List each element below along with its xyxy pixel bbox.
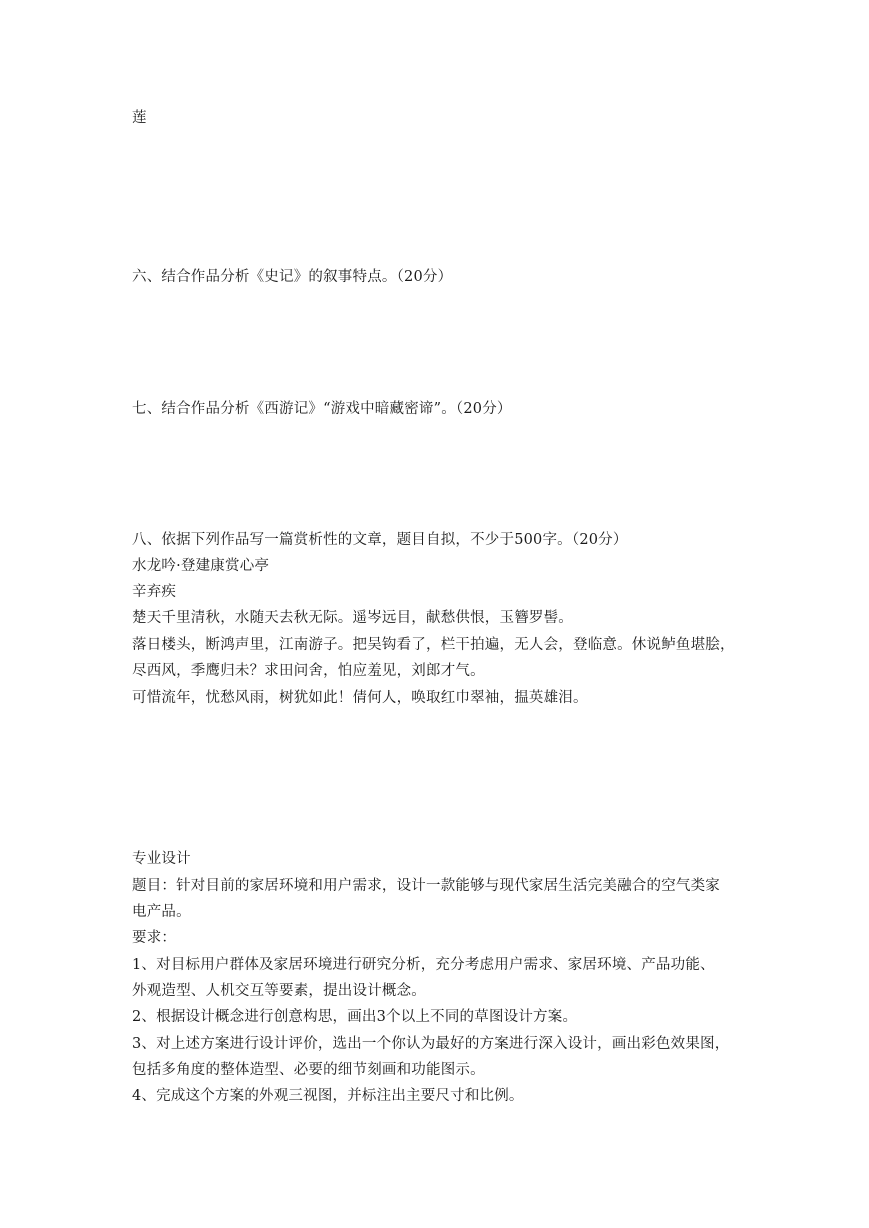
poem-line: 尽西风，季鹰归未？求田问舍，怕应羞见，刘郎才气。 [132, 663, 485, 679]
question-eight: 八、依据下列作品写一篇赏析性的文章，题目自拟，不少于500字。（20分） [132, 532, 628, 548]
requirement-item: 包括多角度的整体造型、必要的细节刻画和功能图示。 [132, 1062, 485, 1078]
requirement-item: 4、完成这个方案的外观三视图，并标注出主要尺寸和比例。 [132, 1088, 524, 1104]
design-topic-cont: 电产品。 [132, 904, 191, 920]
fragment-text: 莲 [132, 110, 147, 126]
requirements-heading: 要求： [132, 930, 177, 946]
requirement-item: 3、对上述方案进行设计评价，选出一个你认为最好的方案进行深入设计，画出彩色效果图， [132, 1036, 730, 1052]
requirement-item: 2、根据设计概念进行创意构思，画出3个以上不同的草图设计方案。 [132, 1009, 578, 1025]
poem-line: 可惜流年，忧愁风雨，树犹如此！倩何人，唤取红巾翠袖，揾英雄泪。 [132, 690, 588, 706]
question-seven: 七、结合作品分析《西游记》“游戏中暗藏密谛”。（20分） [132, 401, 512, 417]
section-heading: 专业设计 [132, 851, 191, 867]
requirement-item: 外观造型、人机交互等要素，提出设计概念。 [132, 983, 426, 999]
design-topic: 题目：针对目前的家居环境和用户需求，设计一款能够与现代家居生活完美融合的空气类家 [132, 878, 720, 894]
poem-line: 楚天千里清秋，水随天去秋无际。遥岑远目，献愁供恨，玉簪罗髻。 [132, 610, 573, 626]
poem-line: 落日楼头，断鸿声里，江南游子。把吴钩看了，栏干拍遍，无人会，登临意。休说鲈鱼堪脍， [132, 637, 735, 653]
poem-author: 辛弃疾 [132, 584, 177, 600]
question-six: 六、结合作品分析《史记》的叙事特点。（20分） [132, 269, 453, 285]
requirement-item: 1、对目标用户群体及家居环境进行研究分析，充分考虑用户需求、家居环境、产品功能、 [132, 957, 715, 973]
poem-title: 水龙吟·登建康赏心亭 [132, 558, 270, 574]
